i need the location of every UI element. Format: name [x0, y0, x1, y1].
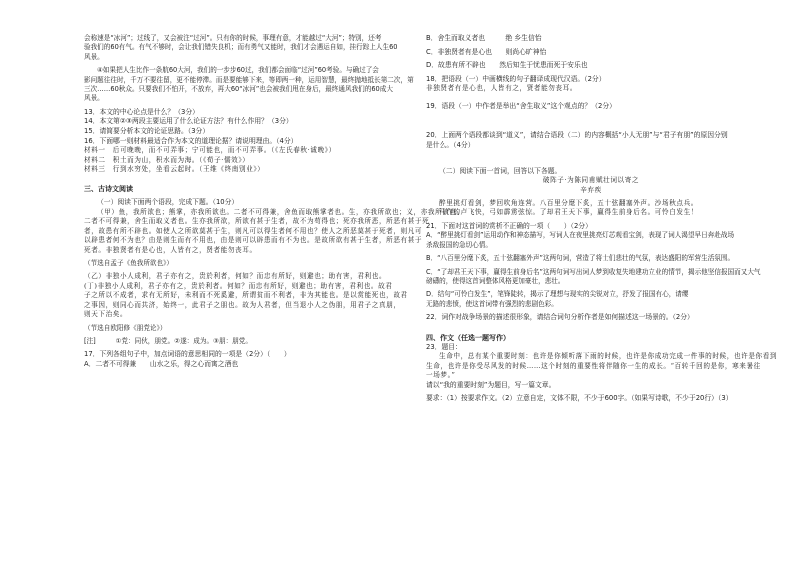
q21-option-line: B．“八百里分麾下炙，五十弦翻塞外声”这两句词，营造了将士们悲壮的气氛，表达盛阳的军营生活氛围。: [426, 254, 735, 263]
question-15: 15．请简要分析本文的论证思路。（3分）: [84, 127, 210, 136]
para-line: 风景。: [84, 52, 104, 61]
subsection-1-title: （一）阅读下面两个语段，完成下题。（10分）: [97, 198, 239, 207]
source-a: （节选自孟子《鱼我所欲也》）: [84, 259, 174, 268]
question-20: 20．上面两个语段都谈到“道义”，请结合语段（二）的内容概括“小人无朋”与“君子有朋”的原因分别: [426, 131, 728, 140]
right-column: [426, 34, 778, 404]
q21-option-line: 杀敌报国的急切心情。: [426, 240, 492, 249]
para-line: 三次……60秋众。只要我们不怕开，不放弃，再大60“冰河”也会被我们甩在身后，最终通风我们的60成大: [84, 85, 393, 94]
q21-option-line: D．结句“可怜白发生”，笔锋陡转，揭示了理想与现实的尖锐对立，抒发了报国有心，请缨: [426, 290, 689, 299]
para-line: 会称速是“冰河”；过线了，又会被注“过河”。只有你的时候，事理有意，才能越过“大河”；特别，还考: [84, 34, 382, 42]
para-line: ④如果把人生比作一条航60大河，我们的一步步60过，我们都会面临“过河”60考验。与确过了会: [97, 66, 379, 75]
para-line: 验我们的60有气。有气不够时，会让我们错失良机；而有勇气又能时，我们才会遇运自如，挂行踪上人生60: [84, 43, 398, 52]
poem-author: 辛弃疾: [580, 185, 602, 194]
passage-line: (丁)非独小人成利，君子亦有之，贵於利者。何如？而忠有所好，则避也；助有害，君利也。故君: [84, 281, 393, 290]
question-17-option-c: C．非独贤者有是心也 则尚心旷神怡: [426, 47, 547, 56]
subsection-2-title: （二）阅读下面一首词，回答以下各题。: [439, 166, 562, 175]
material-1: 材料一 后可晚晚，而不可弄事；宁可能也，而不可弄事。（《左氏春秋·诚晚》）: [84, 146, 336, 155]
question-22: 22．词作对战争场景的描述很形象，请结合词句分析作者是如何描述这一场景的。（2分）: [426, 313, 694, 322]
para-line: 风景。: [84, 94, 104, 103]
question-14: 14．本文第②③两段主要运用了什么论证方法？有什么作用？（3分）: [84, 117, 293, 126]
material-2: 材料二 积土而为山，积水而为海。（《荀子·儒效》）: [84, 155, 250, 164]
passage-line: （甲）鱼，我所欲也；熊掌，亦我所欲也。二者不可得兼，舍鱼而取熊掌者也。生，亦我所欲也；义，亦我所欲也。: [97, 208, 464, 217]
poem-title: 破阵子·为陈同甫赋壮词以寄之: [542, 176, 640, 185]
question-18: 18．把语段（一）中画横线的句子翻译成现代汉语。（2分）: [426, 74, 606, 83]
poem-line: 醉里挑灯看剑，梦回吹角连营。八百里分麾下炙，五十弦翻塞外声。沙场秋点兵。: [439, 198, 698, 207]
question-17-option-d: D．故患有所不辟也 然后知生于忧患而死于安乐也: [426, 61, 588, 70]
notes: [注] ①党：同伙，朋党。②遂：成为。③朋：朋党。: [84, 336, 252, 345]
q21-option-line: 无路的悲愤，使这首词带有强烈的悲剧色彩。: [426, 299, 558, 308]
question-18-sentence: 非独贤者有是心也，人皆有之，贤者能勿丧耳。: [426, 84, 578, 93]
para-line: 影问题往往时，千万不要往留，更不能停滞。而是要能够下来，等即两一种，运用智慧，最终抛地抵长第二次，第: [84, 75, 414, 84]
passage-line: 则天下治矣。: [84, 310, 128, 319]
section-4-title: 四、作文（任选一题写作）: [426, 333, 510, 342]
question-23: 23．题目：: [426, 342, 462, 351]
passage-line: 者，故患有所不辟也。如使人之所欲莫甚于生，则凡可以得生者何不用也？使人之所恶莫甚于死者，则凡可: [84, 226, 423, 235]
essay-prompt-line: 生命，也许是你受尽风发的时候……这个时刻的重要性将伴随你一生的成长。“百转千回的是你，寒来暑往: [426, 361, 761, 370]
question-20-cont: 是什么。（4分）: [426, 140, 475, 149]
question-17: 17．下列各组句子中，加点词语的意思相同的一项是（2分）（ ）: [84, 350, 291, 359]
passage-line: 之事因，则同心而共济，始终一，此君子之朋也。故为人君者，但当退小人之伪朋，用君子之真朋，: [84, 300, 401, 309]
question-21: 21．下面对这首词的赏析不正确的一项（ ）（2分）: [426, 221, 592, 230]
question-17-option-b: B．舍生而取义者也 绝 乡生信怡: [426, 34, 542, 42]
passage-line: 二者不可得兼，舍生而取义者也。生亦我所欲，所欲有甚于生者，故不为苟得也；死亦我所恶，所恶有甚于死: [84, 217, 430, 226]
q21-option-line: A．“醉里挑灯看剑”运用动作和神态描写，写词人在夜里挑亮灯芯观看宝剑，表现了词人渴望早日奔赴战场: [426, 231, 735, 240]
passage-line: （乙）非独小人成利，君子亦有之，贵於利者，何如？而忠有所好，则避也；助有害，君利也。: [84, 272, 387, 281]
poem-line: 马作的卢飞快，弓如霹雳弦惊。了却君王天下事，赢得生前身后名。可怜白发生！: [439, 208, 698, 217]
q21-option-line: 磅礴的，使得这首词整体风格更加豪壮，悲壮。: [426, 277, 565, 285]
question-16: 16．下面哪一则材料最适合作为本文的道理论据？请说明理由。（4分）: [84, 136, 298, 145]
material-3: 材料三 行到水穷处，坐看云起时。（王维《终南别业》）: [84, 165, 265, 174]
section-3-title: 三、古诗文阅读: [84, 185, 133, 194]
essay-title-instruction: 请以“我的重要时刻”为题目，写一篇文章。: [426, 380, 556, 389]
essay-prompt-line: 一场梦。”: [426, 371, 456, 380]
question-17-option-a: A．二者不可得兼 山水之乐，得之心而寓之酒也: [84, 359, 239, 368]
q21-option-line: C．“了却君王天下事，赢得生前身后名”这两句词写出词人梦到收复失地建功立业的情节，揭示他坚信报国而又大气: [426, 267, 761, 276]
essay-prompt-line: 生命中，总有某个重要时刻：也许是你倾听落下雨的时候，也许是你成功完成一件事的时候，也许是你看到: [439, 352, 778, 361]
passage-line: 子之所以不成者，求有无所好，未利而不死奚避，所谓贫而不利者，非为其能也。是以赏能死也，故君: [84, 291, 408, 300]
passage-line: 死者。非独贤者有是心也，人皆有之，贤者能勿丧耳。: [84, 245, 257, 254]
essay-requirements: 要求：（1）按要求作文。（2）立意自定，文体不限，不少于600字。（如果写诗歌，不少于20行）（3）: [426, 394, 733, 403]
question-13: 13．本文的中心论点是什么？（3分）: [84, 107, 199, 116]
passage-line: 以辟患者何不为也？由是则生而有不用也，由是则可以辟患而有不为也。是故所欲有甚于生者，所恶有甚于: [84, 236, 423, 245]
source-b: （节选自欧阳修《朋党论》）: [84, 323, 167, 332]
question-19: 19．语段（一）中作者是举出“舍生取义”这个观点的？（2分）: [426, 101, 616, 110]
